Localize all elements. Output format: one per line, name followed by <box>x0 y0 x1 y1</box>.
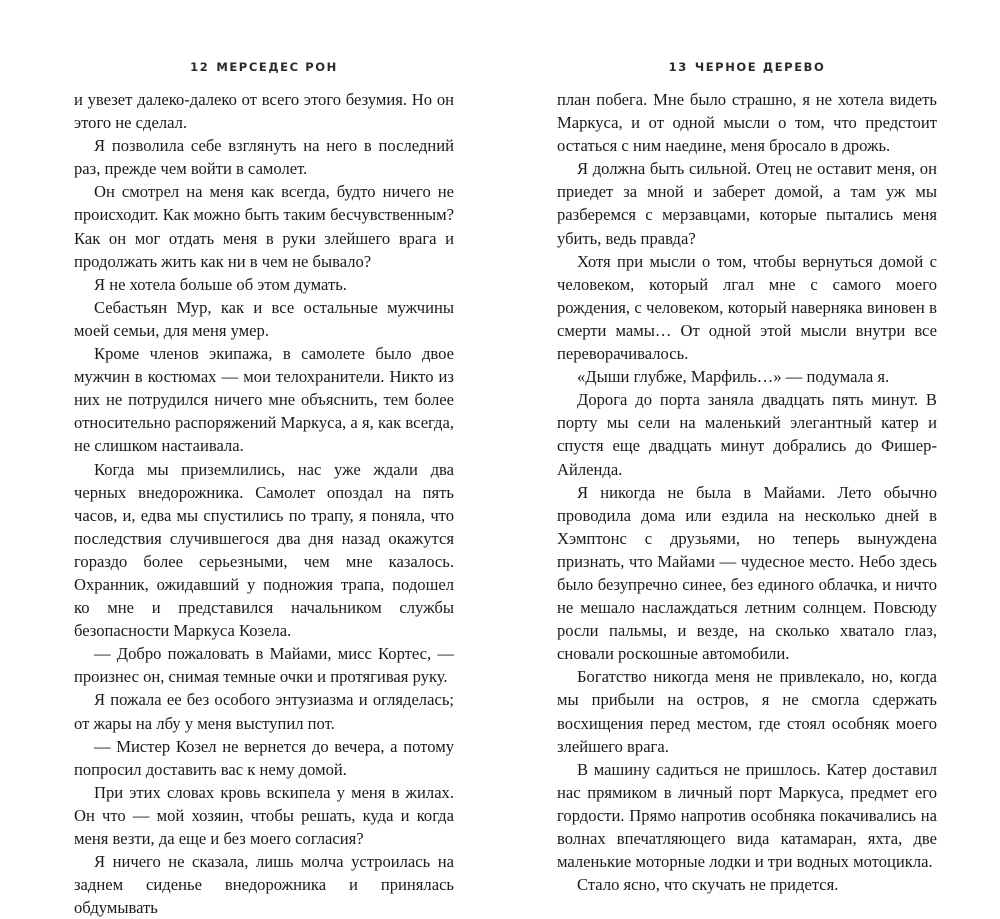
paragraph: и увезет далеко-далеко от всего этого безумия. Но он этого не сделал. <box>74 90 454 133</box>
left-page-text <box>74 88 454 919</box>
paragraph: Я пожала ее без особого энтузиазма и огляделась; от жары на лбу у меня выступил пот. <box>74 690 454 733</box>
left-running-header <box>74 60 454 74</box>
right-header-title: ЧЕРНОЕ ДЕРЕВО <box>694 60 826 74</box>
paragraph: — Мистер Козел не вернется до вечера, а потому попросил доставить вас к нему домой. <box>74 736 454 779</box>
right-page-text <box>557 88 937 896</box>
paragraph: При этих словах кровь вскипела у меня в жилах. Он что — мой хозяин, чтобы решать, куда и когда меня везти, да еще и без моего согласия? <box>74 782 454 848</box>
paragraph: Он смотрел на меня как всегда, будто ничего не происходит. Как можно быть таким бесчувственным? Как он мог отдать меня в руки злейшего врага и продолжать жить как ни в чем не бывало? <box>74 182 454 271</box>
paragraph: Хотя при мысли о том, чтобы вернуться домой с человеком, который лгал мне с самого моего рождения, с человеком, который наверняка виновен в смерти мамы… От одной этой мысли внутри все переворачивалось. <box>557 251 937 364</box>
paragraph: Дорога до порта заняла двадцать пять минут. В порту мы сели на маленький элегантный катер и спустя еще двадцать минут добрались до Фишер-Айленда. <box>557 390 937 479</box>
paragraph: Кроме членов экипажа, в самолете было двое мужчин в костюмах — мои телохранители. Никто из них не потрудился ничего мне объяснить, тем более относительно распоряжений Маркуса, а я, как всегда, не слишком настаивала. <box>74 344 454 456</box>
left-header-title: МЕРСЕДЕС РОН <box>216 60 338 74</box>
right-page-number: 13 <box>668 60 688 74</box>
left-page-number: 12 <box>190 60 210 74</box>
paragraph: Я ничего не сказала, лишь молча устроилась на заднем сиденье внедорожника и принялась обдумывать <box>74 852 454 918</box>
paragraph: Стало ясно, что скучать не придется. <box>577 875 839 895</box>
paragraph: Я должна быть сильной. Отец не оставит меня, он приедет за мной и заберет домой, а там уж мы разберемся с мерзавцами, которые пытались меня убить, ведь правда? <box>557 159 937 248</box>
paragraph: Когда мы приземлились, нас уже ждали два черных внедорожника. Самолет опоздал на пять часов, и, едва мы спустились по трапу, я поняла, что последствия случившегося два дня назад окажутся гораздо более серьезными, чем мне казалось. Охранник, ожидавший у подножия трапа, подошел ко мне и представился начальником службы безопасности Маркуса Козела. <box>74 459 454 641</box>
paragraph: Я никогда не была в Майами. Лето обычно проводила дома или ездила на несколько дней в Хэмптонс с друзьями, но теперь вынуждена признать, что Майами — чудесное место. Небо здесь было безупречно синее, без единого облачка, и ничто не мешало наслаждаться летним солнцем. Повсюду росли пальмы, и везде, на сколько хватало глаз, сновали роскошные автомобили. <box>557 482 937 664</box>
right-running-header <box>557 60 937 74</box>
paragraph: — Добро пожаловать в Майами, мисс Кортес, — произнес он, снимая темные очки и протягивая руку. <box>74 644 454 687</box>
paragraph: В машину садиться не пришлось. Катер доставил нас прямиком в личный порт Маркуса, предмет его гордости. Прямо напротив особняка покачивались на волнах впечатляющего вида катамаран, яхта, две маленькие моторные лодки и три водных мотоцикла. <box>557 759 937 872</box>
paragraph: Себастьян Мур, как и все остальные мужчины моей семьи, для меня умер. <box>74 297 454 340</box>
paragraph: Я позволила себе взглянуть на него в последний раз, прежде чем войти в самолет. <box>74 136 454 179</box>
paragraph: «Дыши глубже, Марфиль…» — подумала я. <box>577 367 890 387</box>
paragraph: план побега. Мне было страшно, я не хотела видеть Маркуса, и от одной мысли о том, что предстоит остаться с ним наедине, меня бросало в дрожь. <box>557 90 937 156</box>
paragraph: Богатство никогда меня не привлекало, но, когда мы прибыли на остров, я не смогла сдержать восхищения перед местом, где стоял особняк моего злейшего врага. <box>557 667 937 756</box>
paragraph: Я не хотела больше об этом думать. <box>94 274 347 294</box>
